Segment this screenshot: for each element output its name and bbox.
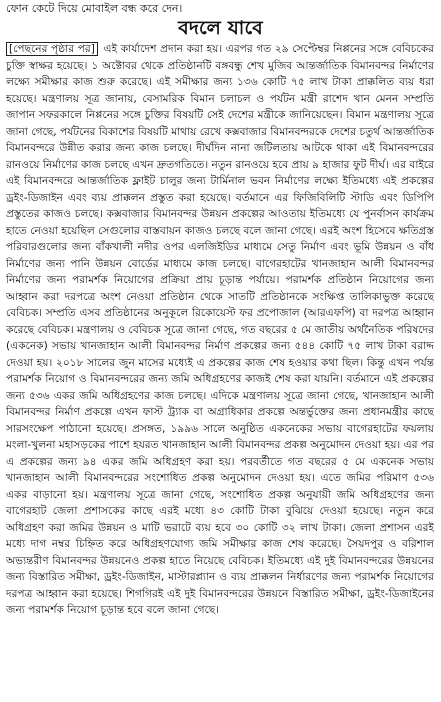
article-body-text: এই কার্যাদেশ প্রদান করা হয়। এরপর গত ২৯ সেপ্টেম্বর নিপ্পনের সঙ্গে বেবিচকের চুক্তি স্বাক্ষর হয়েছে। ১ অক্টোবর থেকে প্রতিষ্ঠানটি বঙ্গবন্ধু শেখ মুজিব আন্তর্জাতিক বিমানবন্দর নির্মাণের লক্ষ্যে সমীক্ষার কাজ শুরু করেছে। এই সমীক্ষার জন্য ১৩৬ কোটি ৭৫ লাখ টাকা প্রাক্কলিত ব্যয় ধরা হয়েছে। মন্ত্রণালয় সূত্র জানায়, বেসামরিক বিমান চলাচল ও পর্যটন মন্ত্রী রাশেদ খান মেনন সম্প্রতি জাপান সফরকালে নিপ্পনের সঙ্গে চুক্তির বিষয়টি সেই দেশের মন্ত্রীকে জানিয়েছেন। বিমান মন্ত্রণালয় সূত্রে জানা গেছে, পর্যটনের বিকাশের বিষয়টি মাথায় রেখে কক্সবাজার বিমানবন্দরকে দেশের চতুর্থ আন্তর্জাতিক বিমানবন্দরে উন্নীত করার জন্য কাজ চলছে। দীর্ঘদিন নানা জটিলতায় আটকে থাকা এই বিমানবন্দরের রানওয়ে নির্মাণের কাজ চলছে এখন দ্রুতগতিতে। নতুন রানওয়ে হবে প্রায় ৯ হাজার ফুট দীর্ঘ। এর বাইরে এই বিমানবন্দরে আন্তর্জাতিক ফ্লাইট চালুর জন্য টার্মিনাল ভবন নির্মাণের লক্ষ্যে ইতিমধ্যে এই প্রকল্পের ড্রইং-ডিজাইন এবং ব্যয় প্রাক্কলন প্রস্তুত করা হয়েছে। বর্তমানে এর ফিজিবিলিটি স্টাডি এবং ডিপিপি প্রস্তুতের কাজও চলছে। কক্সবাজার বিমানবন্দর উন্নয়ন প্রকল্পের আওতায় ইতিমধ্যে যে পুনর্বাসন কার্যক্রম হাতে নেওয়া হয়েছিল সেগুলোর বাস্তবায়ন কাজও চলছে বলে জানা গেছে। এরই অংশ হিসেবে ক্ষতিগ্রস্ত পরিবারগুলোর জন্য বাঁকখালী নদীর ওপর এলজিইডির মাধ্যমে সেতু নির্মাণ এবং ভূমি উন্নয়ন ও বাঁধ নির্মাণের জন্য পানি উন্নয়ন বোর্ডের মাধ্যমে কাজ চলছে। বাগেরহাটের খানজাহান আলী বিমানবন্দর নির্মাণের জন্য পরামর্শক নিয়োগের প্রক্রিয়া প্রায় চূড়ান্ত পর্যায়ে। পরামর্শক প্রতিষ্ঠান নিয়োগের জন্য আহ্বান করা দরপত্রে অংশ নেওয়া প্রতিষ্ঠান থেকে সাতটি প্রতিষ্ঠানকে সংক্ষিপ্ত তালিকাভুক্ত করেছে বেবিচক। সম্প্রতি এসব প্রতিষ্ঠানের অনুকূলে রিকোয়েস্ট ফর প্রপোজাল (আরএফপি) বা দরপত্র আহ্বান করেছে বেবিচক। মন্ত্রণালয় ও বেবিচক সূত্রে জানা গেছে, গত বছরের ৫ মে জাতীয় অর্থনৈতিক পরিষদের (একনেক) সভায় খানজাহান আলী বিমানবন্দর নির্মাণ প্রকল্পের জন্য ৫৪৪ কোটি ৭৫ লাখ টাকা বরাদ্দ দেওয়া হয়। ২০১৮ সালের জুন মাসের মধ্যেই এ প্রকল্পের কাজ শেষ হওয়ার কথা ছিল। কিন্তু এখন পর্যন্ত পরামর্শক নিয়োগ ও বিমানবন্দরের জন্য জমি অধিগ্রহণের কাজই শেষ করা যায়নি। বর্তমানে এই প্রকল্পের জন্য ৫৩৬ একর জমি অধিগ্রহণের কাজ চলছে। এদিকে মন্ত্রণালয় সূত্রে জানা গেছে, খানজাহান আলী বিমানবন্দর নির্মাণ প্রকল্পে এখন ফাস্ট ট্র্যাক বা অগ্রাধিকার প্রকল্পে অন্তর্ভুক্তের জন্য প্রধানমন্ত্রীর কাছে সারসংক্ষেপ পাঠানো হয়েছে। প্রসঙ্গত, ১৯৯৬ সালে অনুষ্ঠিত একনেকের সভায় বাগেরহাটের ফয়লায় মংলা-খুলনা মহাসড়কের পাশে হযরত খানজাহান আলী বিমানবন্দর প্রকল্প অনুমোদন দেওয়া হয়। এর পর এ প্রকল্পের জন্য ৯৪ একর জমি অধিগ্রহণ করা হয়। পরবর্তীতে গত বছরের ৫ মে একনেক সভায় খানজাহান আলী বিমানবন্দরের সংশোধিত প্রকল্প অনুমোদন দেওয়া হয়। এতে জমির পরিমাণ ৫৩৬ একর বাড়ানো হয়। মন্ত্রণালয় সূত্রে জানা গেছে, সংশোধিত প্রকল্প অনুযায়ী জমি অধিগ্রহণের জন্য বাগেরহাট জেলা প্রশাসকের কাছে এরই মধ্যে ৪৩ কোটি টাকা বুঝিয়ে দেওয়া হয়েছে। নতুন করে অধিগ্রহণ করা জমির উন্নয়ন ও মাটি ভরাটে ব্যয় হবে ৩০ কোটি ৩২ লাখ টাকা। জেলা প্রশাসন এরই মধ্যে দাগ নম্বর চিহ্নিত করে অধিগ্রহণযোগ্য জমি সমীক্ষার কাজ শেষ করেছে। সৈয়দপুর ও বরিশাল অভ্যন্তরীণ বিমানবন্দর উন্নয়নেও প্রকল্প হাতে নিয়েছে বেবিচক। ইতিমধ্যে এই দুই বিমানবন্দরের উন্নয়নের জন্য বিস্তারিত সমীক্ষা, ড্রইং-ডিজাইন, মাস্টারপ্ল্যান ও ব্যয় প্রাক্কলন নির্ধারণের জন্য পরামর্শক নিয়োগের দরপত্র আহ্বান করা হয়েছে। শিগগিরই এই দুই বিমানবন্দরের উন্নয়নে বিস্তারিত সমীক্ষা, ড্রইং-ডিজাইনের জন্য পরামর্শক নিয়োগ চূড়ান্ত হবে বলে জানা গেছে।: [6, 43, 434, 616]
article-headline: বদলে যাবে: [178, 17, 263, 39]
continued-from-label: [পেছনের পৃষ্ঠার পর]: [6, 42, 98, 56]
previous-article-tail: ফোন কেটে দিয়ে মোবাইল বন্ধ করে দেন।: [6, 2, 183, 15]
article-body: [6, 41, 434, 699]
